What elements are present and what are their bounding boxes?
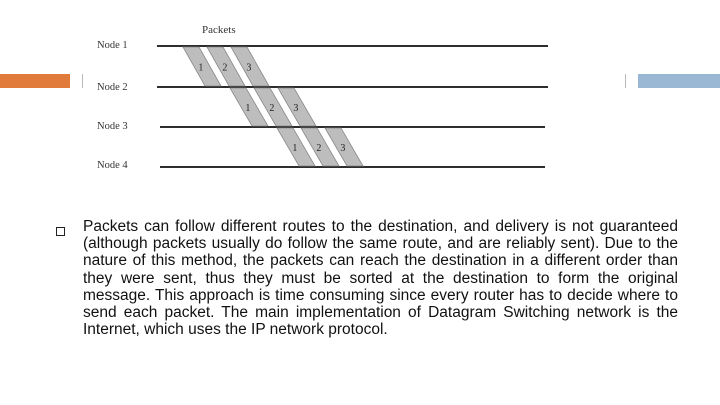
packet-label: 1 [198, 62, 204, 74]
packet-label: 3 [246, 62, 252, 74]
packet-label: 3 [340, 143, 346, 154]
packet-label: 3 [293, 103, 299, 114]
packet-label: 2 [222, 62, 228, 74]
packet-label: 1 [292, 143, 298, 154]
packet-label: 1 [245, 103, 251, 114]
diagram-title: Packets [202, 24, 236, 36]
node-label: Node 2 [97, 82, 128, 93]
packet-label: 2 [269, 103, 275, 114]
packet-label: 2 [316, 143, 322, 154]
node-label: Node 3 [97, 121, 128, 132]
square-bullet-icon [56, 227, 65, 236]
node-label: Node 4 [97, 160, 128, 171]
body-text: Packets can follow different routes to the destination, and delivery is not guaranteed (although packets usually do follow the same route, and are reliably sent). Due to the nature of this method, the packets can reach the destination in a different order than they were sent, thus they must be sorted at the destination to form the original message. This approach is time consuming since every router has to decide where to send each packet. The main implementation of Datagram Switching network is the Internet, which uses the IP network protocol. [83, 218, 678, 339]
node-label: Node 1 [97, 40, 128, 51]
datagram-diagram [0, 0, 720, 200]
